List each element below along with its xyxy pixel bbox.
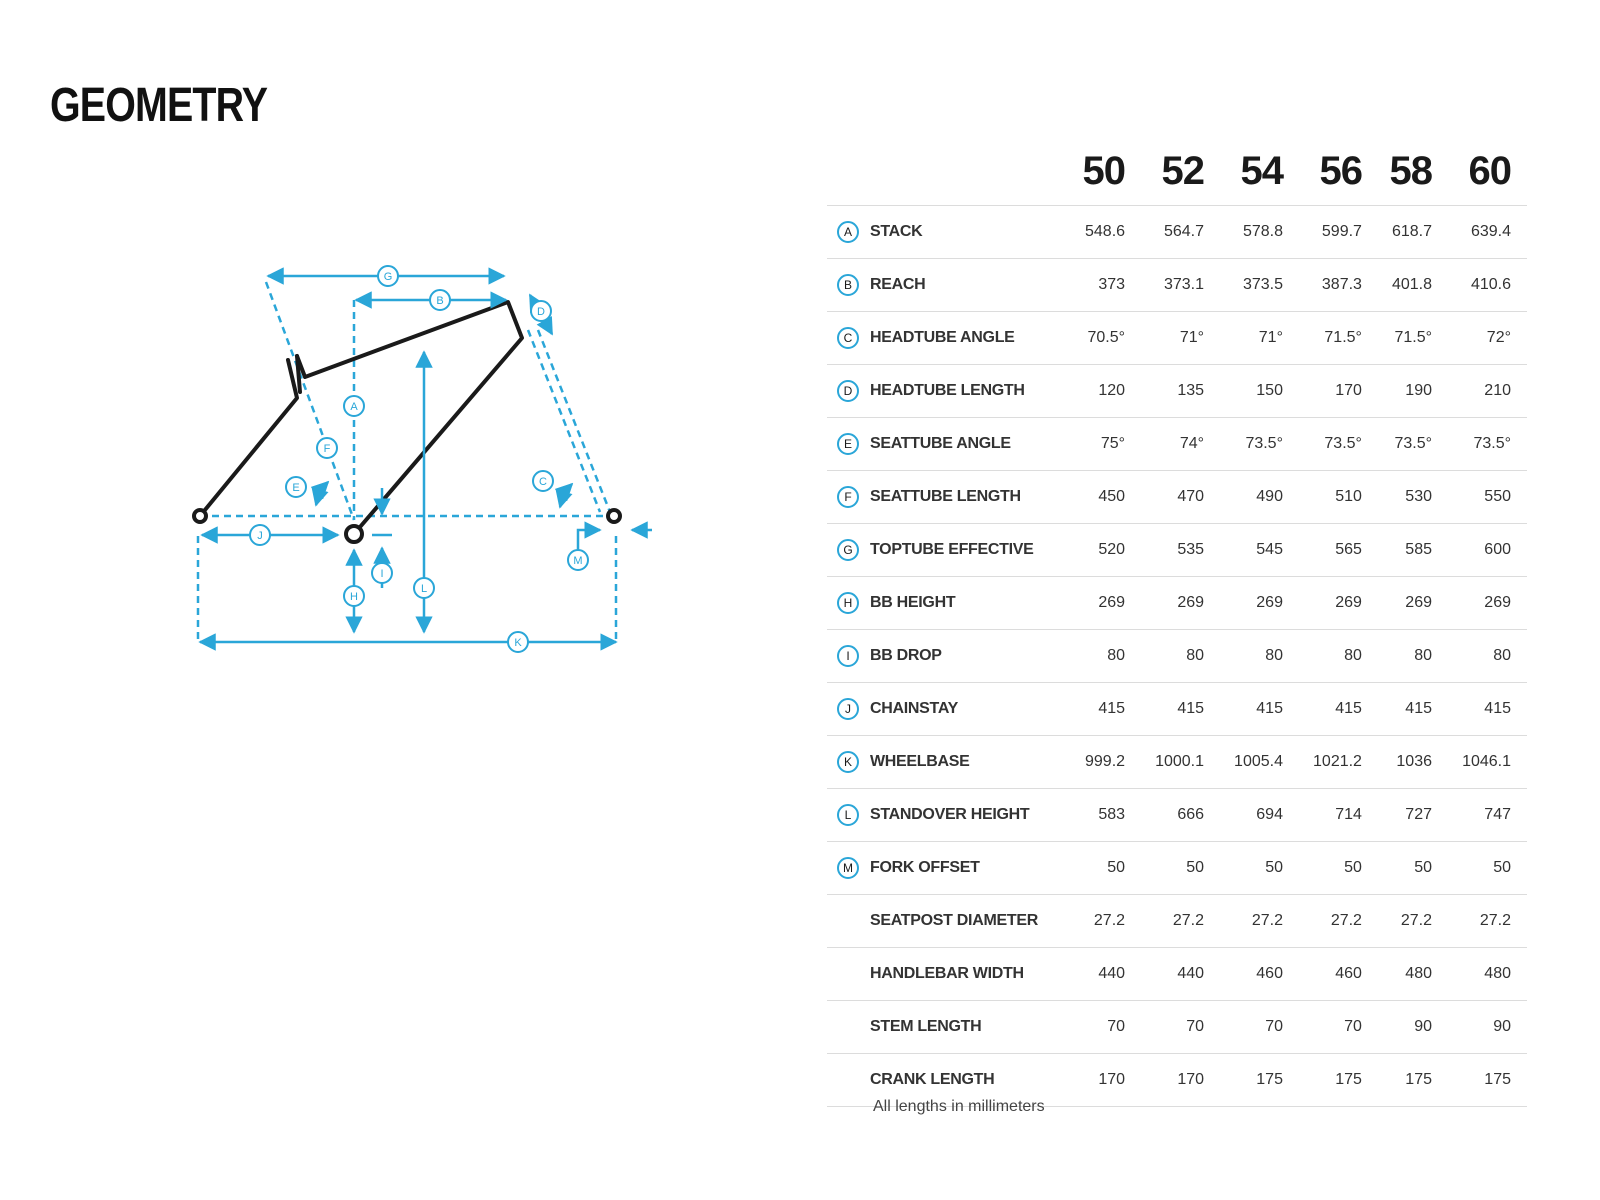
dimension-badge-icon: H xyxy=(837,592,859,614)
row-label: TOPTUBE EFFECTIVE xyxy=(869,524,1071,577)
value-cell: 269 xyxy=(1071,577,1141,630)
value-cell: 618.7 xyxy=(1378,206,1448,259)
value-cell: 470 xyxy=(1141,471,1220,524)
value-cell: 90 xyxy=(1448,1001,1527,1054)
value-cell: 415 xyxy=(1220,683,1299,736)
value-cell: 175 xyxy=(1378,1054,1448,1107)
table-row xyxy=(827,577,1527,630)
row-label: BB DROP xyxy=(869,630,1071,683)
value-cell: 80 xyxy=(1299,630,1378,683)
table-row xyxy=(827,259,1527,312)
table-row xyxy=(827,948,1527,1001)
value-cell: 190 xyxy=(1378,365,1448,418)
value-cell: 50 xyxy=(1141,842,1220,895)
value-cell: 75° xyxy=(1071,418,1141,471)
svg-text:I: I xyxy=(380,568,384,580)
value-cell: 175 xyxy=(1448,1054,1527,1107)
svg-text:M: M xyxy=(573,555,583,567)
value-cell: 80 xyxy=(1071,630,1141,683)
value-cell: 1036 xyxy=(1378,736,1448,789)
svg-text:D: D xyxy=(537,306,545,318)
badge-m-icon xyxy=(568,550,588,570)
value-cell: 1046.1 xyxy=(1448,736,1527,789)
value-cell: 694 xyxy=(1220,789,1299,842)
value-cell: 999.2 xyxy=(1071,736,1141,789)
value-cell: 27.2 xyxy=(1378,895,1448,948)
dimension-badge-icon: F xyxy=(837,486,859,508)
value-cell: 135 xyxy=(1141,365,1220,418)
row-label: HANDLEBAR WIDTH xyxy=(869,948,1071,1001)
row-label: HEADTUBE LENGTH xyxy=(869,365,1071,418)
svg-text:K: K xyxy=(514,637,522,649)
value-cell: 415 xyxy=(1378,683,1448,736)
value-cell: 210 xyxy=(1448,365,1527,418)
value-cell: 564.7 xyxy=(1141,206,1220,259)
size-header: 58 xyxy=(1389,148,1432,193)
value-cell: 545 xyxy=(1220,524,1299,577)
value-cell: 73.5° xyxy=(1378,418,1448,471)
value-cell: 578.8 xyxy=(1220,206,1299,259)
value-cell: 599.7 xyxy=(1299,206,1378,259)
value-cell: 1005.4 xyxy=(1220,736,1299,789)
row-label: HEADTUBE ANGLE xyxy=(869,312,1071,365)
badge-d-icon xyxy=(531,301,551,321)
table-row xyxy=(827,736,1527,789)
value-cell: 373.5 xyxy=(1220,259,1299,312)
table-row xyxy=(827,842,1527,895)
table-row xyxy=(827,471,1527,524)
dimension-badge-icon: M xyxy=(837,857,859,879)
svg-text:H: H xyxy=(350,591,358,603)
value-cell: 373 xyxy=(1071,259,1141,312)
value-cell: 71.5° xyxy=(1378,312,1448,365)
value-cell: 600 xyxy=(1448,524,1527,577)
value-cell: 520 xyxy=(1071,524,1141,577)
value-cell: 480 xyxy=(1378,948,1448,1001)
geometry-table xyxy=(827,145,1527,1107)
table-row xyxy=(827,683,1527,736)
badge-j-icon xyxy=(250,525,270,545)
value-cell: 27.2 xyxy=(1220,895,1299,948)
value-cell: 80 xyxy=(1448,630,1527,683)
svg-text:L: L xyxy=(420,583,428,595)
value-cell: 74° xyxy=(1141,418,1220,471)
value-cell: 50 xyxy=(1448,842,1527,895)
size-header: 56 xyxy=(1319,148,1362,193)
value-cell: 460 xyxy=(1299,948,1378,1001)
value-cell: 387.3 xyxy=(1299,259,1378,312)
table-row xyxy=(827,206,1527,259)
size-header: 50 xyxy=(1082,148,1126,193)
row-label: SEATTUBE LENGTH xyxy=(869,471,1071,524)
value-cell: 73.5° xyxy=(1299,418,1378,471)
value-cell: 269 xyxy=(1448,577,1527,630)
table-row xyxy=(827,1001,1527,1054)
value-cell: 747 xyxy=(1448,789,1527,842)
table-row xyxy=(827,895,1527,948)
value-cell: 269 xyxy=(1299,577,1378,630)
table-row xyxy=(827,312,1527,365)
value-cell: 415 xyxy=(1071,683,1141,736)
badge-e-icon xyxy=(286,477,306,497)
svg-text:F: F xyxy=(323,443,331,455)
dimension-badge-icon: L xyxy=(837,804,859,826)
badge-b-icon xyxy=(430,290,450,310)
size-header: 52 xyxy=(1161,148,1205,193)
value-cell: 27.2 xyxy=(1141,895,1220,948)
svg-text:A: A xyxy=(350,401,358,413)
value-cell: 73.5° xyxy=(1220,418,1299,471)
value-cell: 70.5° xyxy=(1071,312,1141,365)
value-cell: 170 xyxy=(1141,1054,1220,1107)
value-cell: 80 xyxy=(1220,630,1299,683)
value-cell: 269 xyxy=(1141,577,1220,630)
value-cell: 80 xyxy=(1378,630,1448,683)
value-cell: 90 xyxy=(1378,1001,1448,1054)
value-cell: 70 xyxy=(1220,1001,1299,1054)
size-header: 60 xyxy=(1468,148,1511,193)
value-cell: 50 xyxy=(1220,842,1299,895)
value-cell: 401.8 xyxy=(1378,259,1448,312)
value-cell: 120 xyxy=(1071,365,1141,418)
value-cell: 1000.1 xyxy=(1141,736,1220,789)
value-cell: 585 xyxy=(1378,524,1448,577)
dimension-badge-icon: C xyxy=(837,327,859,349)
badge-a-icon xyxy=(344,396,364,416)
value-cell: 460 xyxy=(1220,948,1299,1001)
value-cell: 410.6 xyxy=(1448,259,1527,312)
value-cell: 170 xyxy=(1299,365,1378,418)
value-cell: 415 xyxy=(1299,683,1378,736)
table-row xyxy=(827,789,1527,842)
badge-i-icon xyxy=(372,563,392,583)
row-label: STEM LENGTH xyxy=(869,1001,1071,1054)
value-cell: 50 xyxy=(1299,842,1378,895)
page-title: GEOMETRY xyxy=(50,79,268,132)
reference-lines xyxy=(198,282,616,640)
value-cell: 415 xyxy=(1448,683,1527,736)
table-row xyxy=(827,365,1527,418)
value-cell: 440 xyxy=(1141,948,1220,1001)
value-cell: 510 xyxy=(1299,471,1378,524)
value-cell: 50 xyxy=(1071,842,1141,895)
value-cell: 50 xyxy=(1378,842,1448,895)
badge-g-icon xyxy=(378,266,398,286)
value-cell: 71° xyxy=(1220,312,1299,365)
svg-text:E: E xyxy=(292,482,300,494)
badge-c-icon xyxy=(533,471,553,491)
value-cell: 269 xyxy=(1220,577,1299,630)
value-cell: 27.2 xyxy=(1071,895,1141,948)
svg-text:C: C xyxy=(539,476,547,488)
dimension-badge-icon: E xyxy=(837,433,859,455)
value-cell: 666 xyxy=(1141,789,1220,842)
dimension-badge-icon: J xyxy=(837,698,859,720)
dimension-badge-icon: B xyxy=(837,274,859,296)
value-cell: 480 xyxy=(1448,948,1527,1001)
row-label: SEATTUBE ANGLE xyxy=(869,418,1071,471)
value-cell: 72° xyxy=(1448,312,1527,365)
value-cell: 80 xyxy=(1141,630,1220,683)
badge-h-icon xyxy=(344,586,364,606)
badge-k-icon xyxy=(508,632,528,652)
row-label: SEATPOST DIAMETER xyxy=(869,895,1071,948)
row-label: WHEELBASE xyxy=(869,736,1071,789)
svg-text:B: B xyxy=(436,295,444,307)
table-row xyxy=(827,524,1527,577)
rear-axle xyxy=(194,510,206,522)
value-cell: 27.2 xyxy=(1448,895,1527,948)
row-label: CHAINSTAY xyxy=(869,683,1071,736)
value-cell: 170 xyxy=(1071,1054,1141,1107)
size-header-row xyxy=(827,145,1527,206)
value-cell: 71° xyxy=(1141,312,1220,365)
bike-frame xyxy=(200,302,522,534)
value-cell: 490 xyxy=(1220,471,1299,524)
bottom-bracket xyxy=(346,526,362,542)
value-cell: 714 xyxy=(1299,789,1378,842)
value-cell: 639.4 xyxy=(1448,206,1527,259)
value-cell: 535 xyxy=(1141,524,1220,577)
dimension-badge-icon: D xyxy=(837,380,859,402)
dimension-badge-icon: I xyxy=(837,645,859,667)
value-cell: 70 xyxy=(1141,1001,1220,1054)
value-cell: 70 xyxy=(1299,1001,1378,1054)
badge-f-icon xyxy=(317,438,337,458)
value-cell: 150 xyxy=(1220,365,1299,418)
value-cell: 550 xyxy=(1448,471,1527,524)
value-cell: 373.1 xyxy=(1141,259,1220,312)
value-cell: 450 xyxy=(1071,471,1141,524)
table-row xyxy=(827,630,1527,683)
value-cell: 1021.2 xyxy=(1299,736,1378,789)
units-note: All lengths in millimeters xyxy=(873,1098,1045,1115)
dimension-badge-icon: A xyxy=(837,221,859,243)
value-cell: 27.2 xyxy=(1299,895,1378,948)
row-label: BB HEIGHT xyxy=(869,577,1071,630)
value-cell: 583 xyxy=(1071,789,1141,842)
value-cell: 175 xyxy=(1299,1054,1378,1107)
svg-text:J: J xyxy=(257,530,263,542)
frame-geometry-diagram xyxy=(180,255,660,655)
row-label: FORK OFFSET xyxy=(869,842,1071,895)
row-label: CRANK LENGTH xyxy=(869,1054,1071,1107)
value-cell: 530 xyxy=(1378,471,1448,524)
row-label: STACK xyxy=(869,206,1071,259)
table-row xyxy=(827,418,1527,471)
value-cell: 73.5° xyxy=(1448,418,1527,471)
badge-l-icon xyxy=(414,578,434,598)
value-cell: 415 xyxy=(1141,683,1220,736)
value-cell: 71.5° xyxy=(1299,312,1378,365)
size-header: 54 xyxy=(1240,148,1283,193)
dimension-badge-icon: G xyxy=(837,539,859,561)
row-label: REACH xyxy=(869,259,1071,312)
geometry-table-body xyxy=(827,206,1527,1107)
dimension-badge-icon: K xyxy=(837,751,859,773)
value-cell: 70 xyxy=(1071,1001,1141,1054)
value-cell: 565 xyxy=(1299,524,1378,577)
value-cell: 269 xyxy=(1378,577,1448,630)
svg-text:G: G xyxy=(383,271,393,283)
value-cell: 727 xyxy=(1378,789,1448,842)
row-label: STANDOVER HEIGHT xyxy=(869,789,1071,842)
front-axle xyxy=(608,510,620,522)
value-cell: 175 xyxy=(1220,1054,1299,1107)
value-cell: 440 xyxy=(1071,948,1141,1001)
value-cell: 548.6 xyxy=(1071,206,1141,259)
